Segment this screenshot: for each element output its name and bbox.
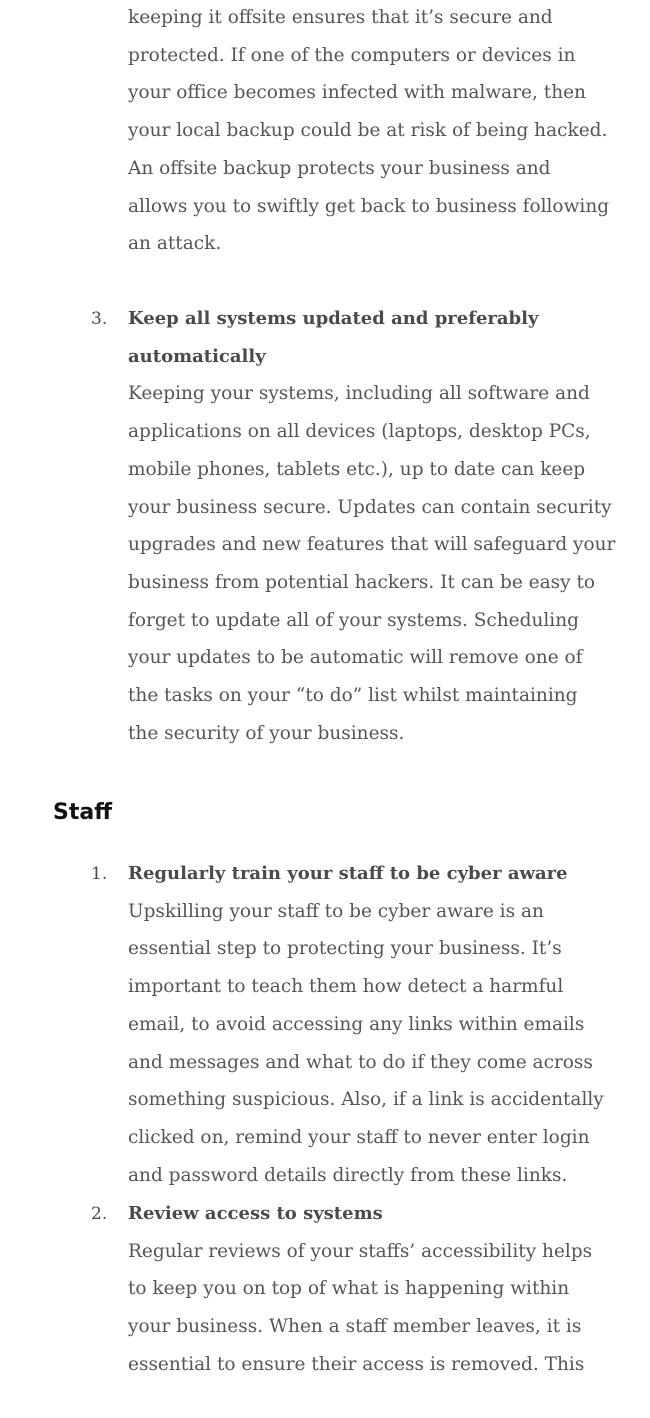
list-item-title: Review access to systems — [128, 1203, 383, 1224]
list-item-title: automatically — [128, 345, 266, 367]
paragraph-line: your office becomes infected with malware, then — [128, 82, 586, 104]
paragraph-line: something suspicious. Also, if a link is accidentally — [128, 1089, 604, 1111]
paragraph-line: An offsite backup protects your business and — [128, 157, 551, 179]
paragraph-line: and messages and what to do if they come across — [128, 1051, 593, 1073]
paragraph-line: upgrades and new features that will safeguard your — [128, 534, 616, 556]
paragraph-line: the tasks on your “to do” list whilst maintaining — [128, 685, 578, 707]
paragraph-line: email, to avoid accessing any links within emails — [128, 1013, 585, 1035]
paragraph-line: mobile phones, tablets etc.), up to date can keep — [128, 458, 586, 480]
paragraph-line: Keeping your systems, including all software and — [128, 383, 590, 405]
list-number: 3. — [91, 309, 108, 329]
paragraph-line: the security of your business. — [128, 722, 405, 744]
paragraph-line: essential to ensure their access is removed. This — [128, 1353, 585, 1375]
paragraph-line: keeping it offsite ensures that it’s secure and — [128, 7, 553, 28]
paragraph-line: business from potential hackers. It can be easy to — [128, 571, 596, 593]
paragraph-line: an attack. — [128, 233, 222, 255]
paragraph-line: your updates to be automatic will remove one of — [128, 647, 583, 669]
paragraph-line: allows you to swiftly get back to business following — [128, 195, 610, 217]
paragraph-line: essential step to protecting your business. It’s — [128, 938, 562, 960]
list-item-content — [128, 855, 608, 1194]
paragraph-line: and password details directly from these links. — [128, 1164, 568, 1186]
paragraph-line: to keep you on top of what is happening within — [128, 1278, 570, 1300]
list-number: 2. — [91, 1204, 108, 1224]
list-number: 1. — [91, 864, 108, 884]
list-item-title: Keep all systems updated and preferably — [128, 308, 539, 329]
list-item-content — [128, 300, 616, 752]
paragraph-line: Regular reviews of your staffs’ accessibility helps — [128, 1240, 593, 1262]
paragraph-line: applications on all devices (laptops, desktop PCs, — [128, 421, 591, 443]
paragraph-line: clicked on, remind your staff to never enter login — [128, 1126, 590, 1148]
paragraph-line: Upskilling your staff to be cyber aware is an — [128, 900, 544, 922]
paragraph-line: your business secure. Updates can contain security — [128, 496, 612, 518]
section-heading-staff: Staff — [53, 800, 113, 825]
list-item-title: Regularly train your staff to be cyber aware — [128, 863, 568, 884]
paragraph-line: your local backup could be at risk of being hacked. — [128, 120, 608, 142]
paragraph-line: important to teach them how detect a harmful — [128, 976, 564, 998]
paragraph-line: forget to update all of your systems. Scheduling — [128, 609, 579, 631]
intro-paragraph — [128, 0, 608, 263]
paragraph-line: your business. When a staff member leaves, it is — [128, 1316, 582, 1338]
paragraph-line: protected. If one of the computers or devices in — [128, 44, 576, 66]
list-item-content — [128, 1195, 608, 1384]
